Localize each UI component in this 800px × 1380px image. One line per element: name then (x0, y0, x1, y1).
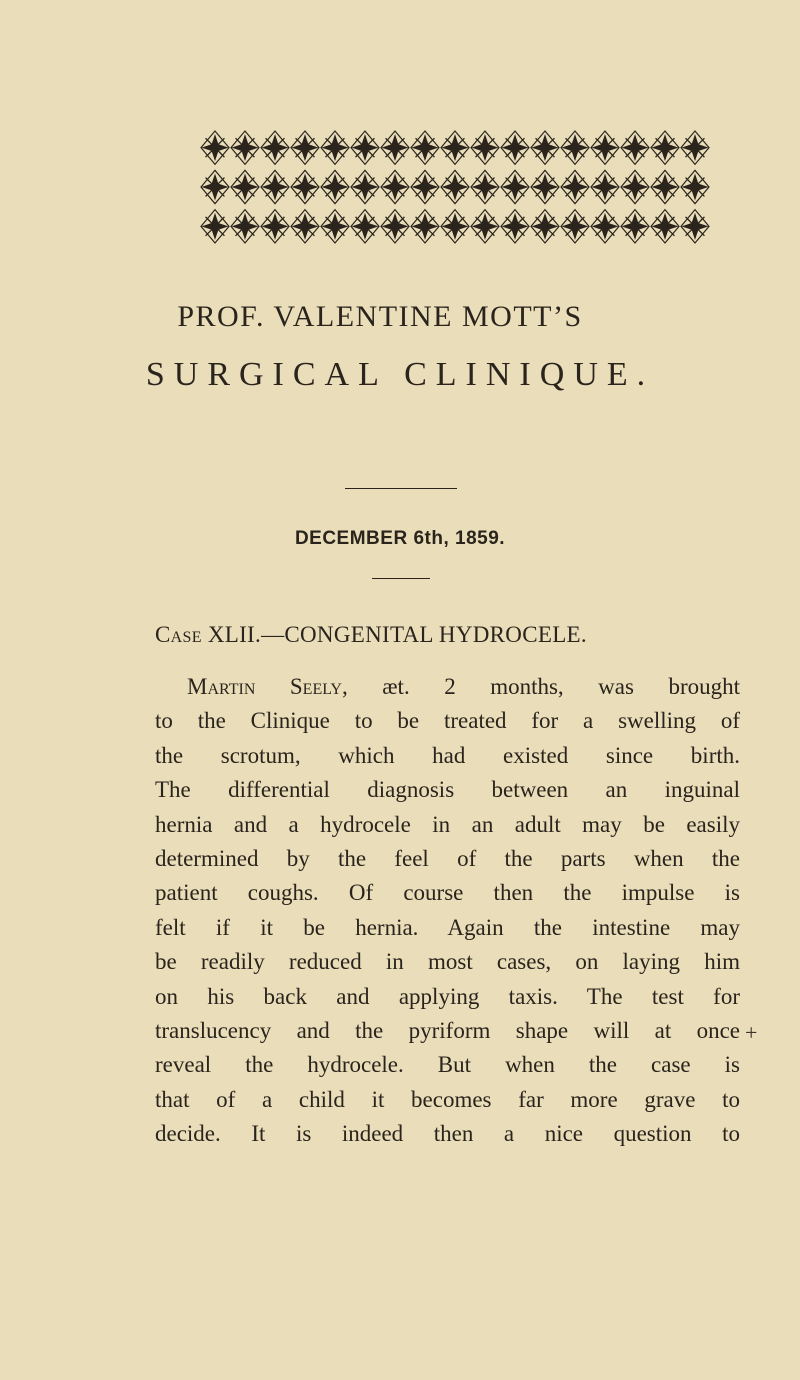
body-line: determined by the feel of the parts when the (155, 846, 740, 872)
body-line: on his back and applying taxis. The test for (155, 983, 740, 1009)
star-ornament-icon (471, 210, 499, 243)
star-ornament-icon (411, 131, 439, 164)
star-ornament-icon (471, 170, 499, 203)
star-ornament-icon (651, 131, 679, 164)
star-ornament-icon (621, 131, 649, 164)
star-ornament-icon (261, 170, 289, 203)
star-ornament-icon (351, 170, 379, 203)
star-ornament-icon (261, 210, 289, 243)
star-ornament-icon (231, 210, 259, 243)
star-ornament-icon (411, 210, 439, 243)
star-ornament-icon (261, 131, 289, 164)
decorative-border-icon (200, 128, 710, 246)
star-ornament-icon (561, 210, 589, 243)
star-ornament-icon (201, 131, 229, 164)
star-ornament-icon (231, 170, 259, 203)
body-paragraph (155, 670, 740, 1152)
star-ornament-icon (321, 131, 349, 164)
star-ornament-icon (351, 210, 379, 243)
margin-mark: + (745, 1020, 758, 1045)
divider-rule-short (372, 578, 430, 579)
star-ornament-icon (231, 131, 259, 164)
body-line: that of a child it becomes far more grave to (155, 1086, 740, 1112)
body-line: to the Clinique to be treated for a swelling of (155, 708, 740, 734)
star-ornament-icon (651, 170, 679, 203)
divider-rule (345, 488, 457, 489)
star-ornament-icon (351, 131, 379, 164)
star-ornament-icon (321, 210, 349, 243)
star-ornament-icon (501, 131, 529, 164)
star-ornament-icon (531, 210, 559, 243)
star-ornament-icon (531, 131, 559, 164)
star-ornament-icon (591, 210, 619, 243)
star-ornament-icon (501, 170, 529, 203)
star-ornament-icon (381, 210, 409, 243)
patient-name: Martin Seely (187, 674, 342, 699)
star-ornament-icon (471, 131, 499, 164)
star-ornament-icon (681, 170, 709, 203)
star-ornament-icon (501, 210, 529, 243)
case-label: Case (155, 622, 202, 647)
body-line: translucency and the pyriform shape will at once (155, 1018, 740, 1044)
star-ornament-icon (291, 170, 319, 203)
case-title: XLII.—CONGENITAL HYDROCELE. (207, 622, 587, 647)
star-ornament-icon (621, 170, 649, 203)
star-ornament-icon (621, 210, 649, 243)
star-ornament-icon (531, 170, 559, 203)
body-line: be readily reduced in most cases, on laying him (155, 949, 740, 975)
date-line: DECEMBER 6th, 1859. (294, 528, 506, 549)
star-ornament-icon (441, 210, 469, 243)
body-line: hernia and a hydrocele in an adult may be easily (155, 811, 740, 837)
body-line: felt if it be hernia. Again the intestine may (155, 914, 740, 940)
case-heading (155, 622, 587, 648)
header-prof: PROF. VALENTINE MOTT’S (177, 300, 583, 333)
body-line: The differential diagnosis between an inguinal (155, 777, 740, 803)
body-line: reveal the hydrocele. But when the case is (155, 1052, 740, 1078)
star-ornament-icon (681, 131, 709, 164)
star-ornament-icon (591, 170, 619, 203)
star-ornament-icon (201, 210, 229, 243)
star-ornament-icon (201, 170, 229, 203)
star-ornament-icon (591, 131, 619, 164)
star-ornament-icon (381, 170, 409, 203)
star-ornament-icon (291, 131, 319, 164)
star-ornament-icon (411, 170, 439, 203)
page-title: SURGICAL CLINIQUE. (145, 356, 655, 393)
body-line: the scrotum, which had existed since birth. (155, 742, 740, 768)
body-line: decide. It is indeed then a nice question to (155, 1121, 740, 1147)
star-ornament-icon (321, 170, 349, 203)
star-ornament-icon (381, 131, 409, 164)
star-ornament-icon (291, 210, 319, 243)
star-ornament-icon (681, 210, 709, 243)
body-line: Martin Seely, æt. 2 months, was brought (187, 674, 741, 699)
body-line: patient coughs. Of course then the impulse is (155, 880, 740, 906)
star-ornament-icon (561, 170, 589, 203)
star-ornament-icon (441, 170, 469, 203)
star-ornament-icon (441, 131, 469, 164)
star-ornament-icon (651, 210, 679, 243)
star-ornament-icon (561, 131, 589, 164)
